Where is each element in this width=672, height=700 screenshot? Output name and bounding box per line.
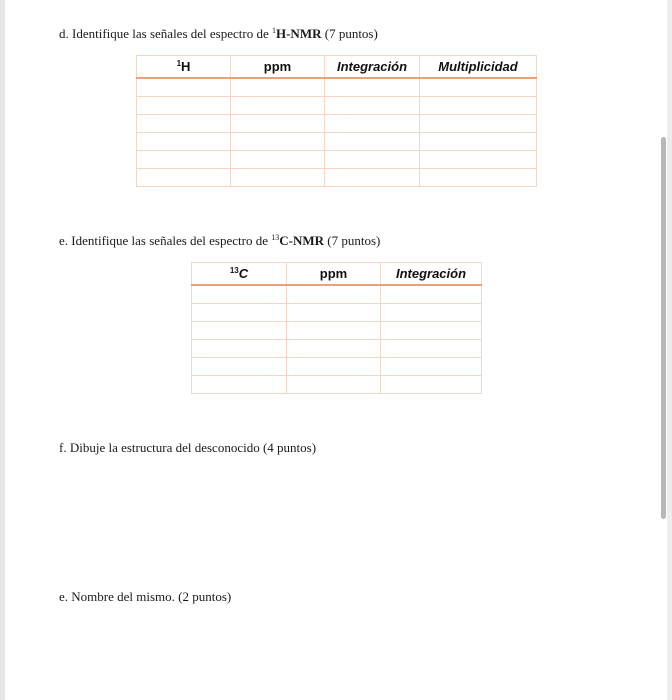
table-cell[interactable] [325,169,420,187]
table-cell[interactable] [192,340,287,358]
question-d-bold: H-NMR [275,26,322,41]
h-nmr-table [136,55,537,187]
table-cell[interactable] [231,133,325,151]
question-f: f. Dibuje la estructura del desconocido (4 puntos) [59,440,317,455]
table-row [192,340,482,358]
question-e-cnmr [59,233,380,249]
table-cell[interactable] [420,78,537,97]
question-e-nombre: e. Nombre del mismo. (2 puntos) [59,589,232,604]
table-cell[interactable] [231,151,325,169]
table-cell[interactable] [192,358,287,376]
viewer-left-border [0,0,5,700]
table-cell[interactable] [137,115,231,133]
table-row [137,115,537,133]
table-cell[interactable] [381,376,482,394]
table-cell[interactable] [381,322,482,340]
table-row [192,376,482,394]
header-h-sup: 1 [176,59,182,68]
table-cell[interactable] [192,304,287,322]
table-cell[interactable] [381,358,482,376]
table-row [137,97,537,115]
vertical-scrollbar[interactable] [661,137,666,519]
table-cell[interactable] [287,322,381,340]
question-e-superscript: 13 [271,233,280,242]
table-cell[interactable] [192,322,287,340]
c-nmr-header-row [192,263,482,286]
table-cell[interactable] [381,285,482,304]
table-cell[interactable] [231,78,325,97]
header-h-integracion: Integración [325,56,420,79]
viewer-right-border [667,0,672,700]
question-e-suffix: (7 puntos) [324,233,381,248]
question-d-suffix: (7 puntos) [321,26,378,41]
table-cell[interactable] [287,358,381,376]
table-cell[interactable] [231,115,325,133]
table-cell[interactable] [325,151,420,169]
table-cell[interactable] [420,97,537,115]
table-cell[interactable] [381,304,482,322]
table-cell[interactable] [287,285,381,304]
header-c-label: C [238,266,249,281]
table-cell[interactable] [287,304,381,322]
table-row [137,78,537,97]
table-cell[interactable] [231,169,325,187]
table-cell[interactable] [137,151,231,169]
header-c-sup: 13 [229,266,239,275]
header-h-ppm: ppm [231,56,325,79]
table-cell[interactable] [287,340,381,358]
table-row [192,322,482,340]
header-c-nucleus [192,263,287,286]
table-cell[interactable] [420,169,537,187]
table-cell[interactable] [192,285,287,304]
table-cell[interactable] [325,97,420,115]
table-row [137,151,537,169]
table-row [192,285,482,304]
question-d-prefix: d. Identifique las señales del espectro de [59,26,272,41]
question-d [59,26,378,42]
header-h-nucleus [137,56,231,79]
table-cell[interactable] [325,78,420,97]
table-row [192,304,482,322]
header-h-label: H [181,59,191,74]
table-cell[interactable] [192,376,287,394]
table-cell[interactable] [231,97,325,115]
table-row [137,169,537,187]
header-c-ppm: ppm [287,263,381,286]
table-cell[interactable] [287,376,381,394]
h-nmr-header-row [137,56,537,79]
header-c-integracion: Integración [381,263,482,286]
table-cell[interactable] [420,115,537,133]
header-h-multiplicidad: Multiplicidad [420,56,537,79]
question-e-bold: C-NMR [279,233,325,248]
question-d-superscript: 1 [271,26,276,35]
table-cell[interactable] [420,151,537,169]
question-e-prefix: e. Identifique las señales del espectro de [59,233,272,248]
c-nmr-table [191,262,482,394]
table-cell[interactable] [137,169,231,187]
table-cell[interactable] [137,133,231,151]
table-cell[interactable] [137,78,231,97]
table-cell[interactable] [420,133,537,151]
table-row [137,133,537,151]
table-row [192,358,482,376]
table-cell[interactable] [325,115,420,133]
table-cell[interactable] [137,97,231,115]
table-cell[interactable] [325,133,420,151]
table-cell[interactable] [381,340,482,358]
